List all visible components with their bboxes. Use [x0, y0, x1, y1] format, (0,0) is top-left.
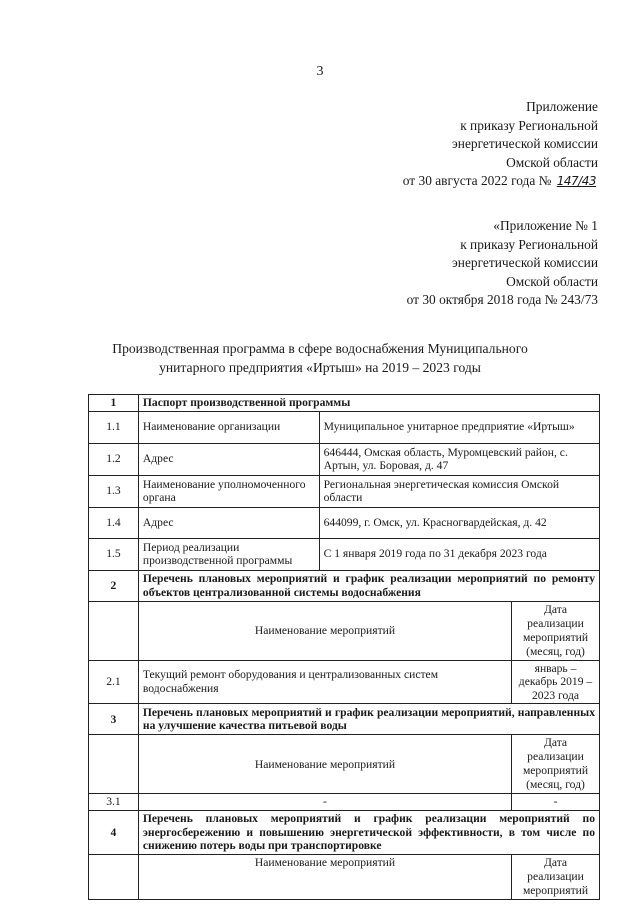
- row-number: 1.3: [89, 475, 139, 507]
- appendix-line: Омской области: [506, 273, 598, 289]
- table-row: [89, 395, 600, 412]
- table-row: [89, 660, 600, 704]
- title-line: Производственная программа в сфере водоснабжения Муниципального: [112, 341, 528, 356]
- table-row: [89, 443, 600, 475]
- table-row: [89, 507, 600, 538]
- row-number: 1.4: [89, 507, 139, 538]
- row-value: 644099, г. Омск, ул. Красногвардейская, д. 42: [319, 507, 599, 538]
- appendix-header-original: [407, 217, 598, 310]
- row-number: 2.1: [89, 660, 139, 704]
- table-row: [89, 794, 600, 811]
- column-header-name: Наименование мероприятий: [138, 854, 511, 899]
- appendix-line: к приказу Региональной: [460, 236, 598, 252]
- appendix-date-line: [403, 172, 598, 191]
- row-label: Наименование организации: [138, 411, 319, 443]
- appendix-line: «Приложение № 1: [493, 218, 598, 233]
- activity-date: -: [512, 794, 600, 811]
- row-label: Период реализации производственной программы: [138, 538, 319, 570]
- table-row: [89, 570, 600, 601]
- appendix-line: от 30 октября 2018 года № 243/73: [406, 292, 598, 307]
- page-number: 3: [316, 64, 324, 79]
- section-number: 1: [89, 395, 139, 412]
- empty-cell: [89, 735, 139, 794]
- activity-date: январь – декабрь 2019 – 2023 года: [512, 660, 600, 704]
- table-row: [89, 735, 600, 794]
- section-header: Перечень плановых мероприятий и график реализации мероприятий, направленных на улучшение качества питьевой воды: [138, 704, 599, 735]
- handwritten-order-number: 147/43: [556, 174, 596, 188]
- row-label: Адрес: [138, 443, 319, 475]
- activity-name: Текущий ремонт оборудования и централизованных систем водоснабжения: [138, 660, 511, 704]
- table-row: [89, 601, 600, 660]
- row-value: Региональная энергетическая комиссия Омской области: [319, 475, 599, 507]
- empty-cell: [89, 601, 139, 660]
- section-number: 2: [89, 570, 139, 601]
- appendix-line: энергетической комиссии: [452, 136, 598, 151]
- section-header: Перечень плановых мероприятий и график реализации мероприятий по энергосбережению и повышению энергетической эффективности, в том числе по снижению потерь воды при транспортировке: [138, 810, 599, 854]
- table-row: [89, 475, 600, 507]
- title-line: унитарного предприятия «Иртыш» на 2019 – 2023 годы: [159, 359, 481, 375]
- row-number: 1.2: [89, 443, 139, 475]
- document-title: [60, 340, 580, 377]
- section-number: 4: [89, 810, 139, 854]
- row-number: 1.5: [89, 538, 139, 570]
- appendix-line: Омской области: [506, 154, 598, 170]
- row-number: 3.1: [89, 794, 139, 811]
- column-header-name: Наименование мероприятий: [138, 735, 511, 794]
- column-header-date: Дата реализации мероприятий (месяц, год): [512, 735, 600, 794]
- row-number: 1.1: [89, 411, 139, 443]
- section-header: Паспорт производственной программы: [138, 395, 599, 412]
- column-header-date: Дата реализации мероприятий (месяц, год): [512, 601, 600, 660]
- empty-cell: [89, 854, 139, 899]
- activity-name: -: [138, 794, 511, 811]
- appendix-line: к приказу Региональной: [460, 117, 598, 133]
- appendix-line: Приложение: [526, 99, 598, 114]
- section-number: 3: [89, 704, 139, 735]
- row-label: Адрес: [138, 507, 319, 538]
- appendix-line: энергетической комиссии: [452, 255, 598, 270]
- column-header-name: Наименование мероприятий: [138, 601, 511, 660]
- table-row: [89, 810, 600, 854]
- table-row: [89, 538, 600, 570]
- table-row: [89, 854, 600, 899]
- row-label: Наименование уполномоченного органа: [138, 475, 319, 507]
- column-header-date: Дата реализации мероприятий: [512, 854, 600, 899]
- row-value: 646444, Омская область, Муромцевский район, с. Артын, ул. Боровая, д. 47: [319, 443, 599, 475]
- table-row: [89, 704, 600, 735]
- production-program-table: [88, 394, 600, 900]
- row-value: С 1 января 2019 года по 31 декабря 2023 года: [319, 538, 599, 570]
- appendix-date-prefix: от 30 августа 2022 года №: [402, 173, 552, 188]
- row-value: Муниципальное унитарное предприятие «Иртыш»: [319, 411, 599, 443]
- appendix-header-current: [403, 98, 598, 191]
- table-row: [89, 411, 600, 443]
- section-header: Перечень плановых мероприятий и график реализации мероприятий по ремонту объектов централизованной системы водоснабжения: [138, 570, 599, 601]
